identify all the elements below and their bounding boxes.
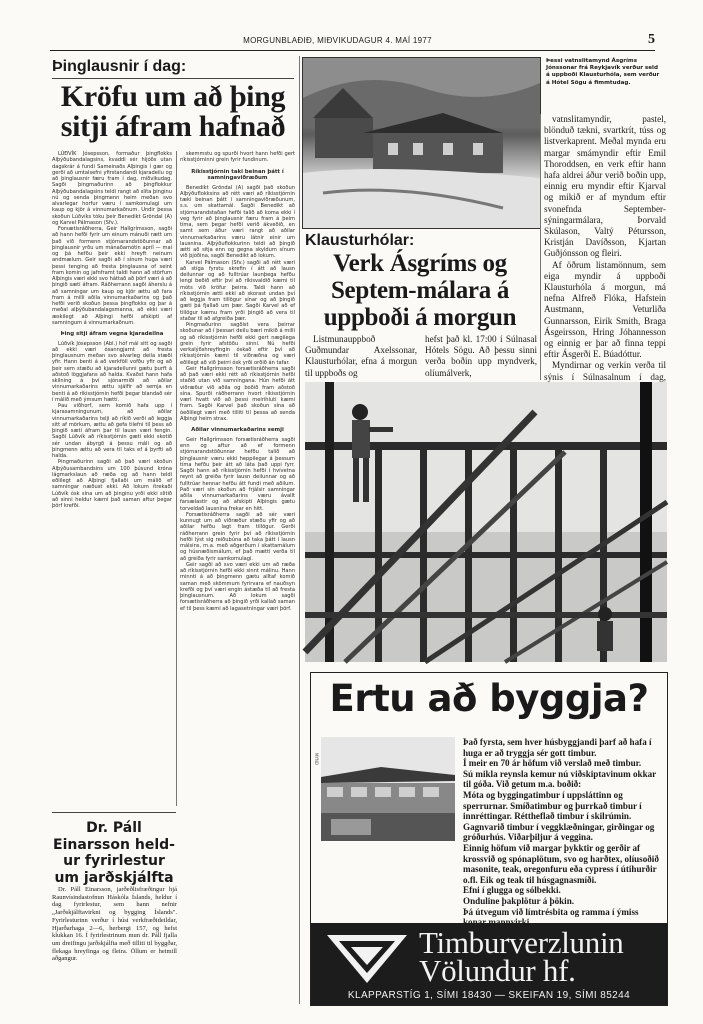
paragraph: Karvel Pálmason (Sfv.) sagði að rétt væri að stíga fyrstu skrefin í átt að lausn deilunnar og að fulltrúar launþega hefðu lengi beðið eftir því að ríkisvaldið kæmi til móts við kröfur þeirra. Taldi hann að ríkisstjórnin ætti ekki að skorast undan því að leggja fram tillögur sínar og að þingið gæti þá fjallað um þær. Sagði Karvel að ef tillögur kæmu fram yrði þingið að vera til staðar til að afgreiða þær. [180,259,295,322]
ad-paragraph: Sú mikla reynsla kemur nú viðskiptavinum okkar til góða. Við getum m.a. boðið: [463,768,657,790]
article2-headline-line2: Septem-málara á [330,277,510,304]
ad-brand-name: Timburverzlunin [419,925,624,960]
article1-headline-line2: sitji áfram hafnað [60,110,286,143]
painting-caption: Þessi vatnslitamynd Ásgríms Jónssonar frá Reykjavík verður seld á uppboði Klausturhóla, sem verður á Hótel Sögu á fimmtudag. [546,58,660,86]
article3-headline-line4: um jarðskjálfta [54,869,174,886]
ad-paragraph: Efni í glugga og sólbekki. [463,885,561,896]
painting-photo [302,57,541,229]
column-divider [299,56,300,1004]
article2-headline-line1: Verk Ásgríms og [333,250,507,277]
rule [52,78,294,79]
paragraph: Lúðvík Jósepsson (Abl.) hóf mál sitt og sagði að ekki væri ósanngjarnt að fresta þinglausnum meðan svo alvarleg deila stæði yfir. Hann benti á að verkföll vofðu yfir og að þeir sem stæðu að kjaradeilunni gætu þurft á aðstoð löggjafans að halda. Kvaðst hann hafa skilning á því sjónarmiði að aðilar vinnumarkaðarins ættu sjálfir að semja en benti á að ríkisstjórnin hefði þegar blandað sér í málið með ýmsum hætti. [52,340,172,403]
ad-paragraph: Það fyrsta, sem hver húsbyggjandi þarf að hafa í huga er að tryggja sér gott timbur. [463,737,652,758]
article1-column-1 [52,151,172,807]
column-divider [176,151,177,806]
article2-column-2 [425,334,537,378]
paragraph: hefst það kl. 17:00 í Súlnasal Hótels Sögu. Að þessu sinni verða boðin upp myndverk, olíumálverk, [425,334,537,378]
article3-headline-line1: Dr. Páll [86,820,142,836]
ad-body [463,737,659,928]
article3-headline [52,820,176,886]
ad-address: KLAPPARSTÍG 1, SÍMI 18430 — SKEIFAN 19, SÍMI 85244 [347,990,631,1001]
article2-continuation [544,114,666,382]
ad-paragraph: Móta og byggingatimbur í uppsláttinn og sperrurnar. Smíðatimbur og þurrkað timbur í innréttingar. Réttheflað timbur í skilrúmin. Gagnvarið timbur í veggklæðningar, girðingar og gróðurhús. Viðarþiljur á veggina. [463,789,655,843]
article3-headline-line3: ur fyrirlestur [63,853,165,869]
warehouse-illustration [321,737,455,841]
paragraph: Listmunauppboð Guðmundar Axelssonar, Klausturhólar, efna á morgun til uppboðs og [305,334,417,378]
volundur-v-logo-icon [325,929,409,985]
subheading: Aðilar vinnumarkaðarins semji [191,427,284,434]
paragraph: skemmstu og spurði hvort hann hefði gert ríkisstjórninni grein fyrir fundinum. [180,151,295,164]
article1-kicker: Þinglausnir í dag: [52,58,187,75]
paragraph: Geir sagði að svo væri ekki um að ræða að ríkisstjórnin hefði ekki sinnt málinu. Hann minnti á að þingmenn gætu alltaf komið saman með skömmum fyrirvara ef nauðsyn krefði og því væri engin ástæða til að fresta þinglausnum. Að lokum sagði forsætisráðherra að þingið yrði kallað saman ef til þess kæmi að lagasetningar væri þörf. [180,561,295,612]
paragraph: vatnslitamyndir, pastel, blönduð tækni, svartkrít, túss og listverkaprent. Meðal mynda eru margar smámyndir eftir Emil Thoroddsen, en verk eftir hann hafa aldrei áður verið boðin upp, einnig eru myndir eftir Kjarval og mikið er af myndum eftir svonefnda September-sýningarmálara, Þorvald Skúlason, Valtý Pétursson, Kristján Davíðsson, Kjartan Guðjónsson og fleiri. [544,114,666,259]
paragraph: Forsætisráðherra, Geir Hallgrímsson, sagði að hann hefði fyrir um einum mánuði rætt um það við formenn stjórnarandstöðunnar að þinglausnir yrðu um mánaðamótin apríl — maí og þá hefðu þeir ekki hreyft neinum andmælum. Geir sagði að í sínum huga væri þessi tenging að fresta þinglausna of seint fram komin og jafnframt taldi hann að störfum Alþingis væri ekki svo háttað að þörf væri á að þingið sæti áfram. Ráðherrann sagði áherslu á að samningar um kaup og kjör ættu að fara fram á milli aðila vinnumarkaðarins og það hefði verið skoðun þessa þingflokks og þar á meðal alþýðubandalagsmanna, að ekki væri æskilegt að Alþingi hefði afskipti af samningum á vinnumarkaðnum. [52,226,172,326]
article2-headline [302,250,538,331]
paragraph: Benedikt Gröndal (A) sagði það skoðun Alþýðuflokksins að rétt væri að ríkisstjórnin tæki beinan þátt í samningaviðræðunum, s.s. um skattamál. Sagði Benedikt að stjórnarandstaðan hefði talið að koma ekki í veg fyrir að þinglausnir færu fram á þeim tíma, sem þegar hefði verið ákveðið, en samt sem áður væri rangt að aðilar vinnumarkaðarins væru látnir einir um lausnina. Alþýðuflokkurinn teldi að þingið ætti að sitja enn og gegna skyldum sínum við þjóðina, sagði Benedikt að lokum. [180,184,295,260]
ad-paragraph: Einnig höfum við margar þykktir og gerðir af krossvið og spónaplötum, svo og harðtex, olíusoðið masonite, teak, oregonfuru eða cypress í útihurðir o.fl. Eik og teak til húsgagnasmíði. [463,842,659,885]
ad-paragraph: Onduline þakplötur á þökin. [463,895,575,906]
paragraph: LÚÐVÍK Jósepsson, formaður þingflokks Alþýðubandalagsins, kvaddi sér hljóðs utan dagskrár á fundi Sameinaðs Alþingis í gær og gerði að umtalsefni yfirstandandi kjaradeilu og að þinglausnir færu fram í dag, miðvikudag. Sagði þingmaðurinn að þingflokkur Alþýðubandalagsins teldi rangt að slíta þinginu nú og senda þingmenn heim meðan svo alvarlegar horfur væru í samkomulagi um kaup og kjör á vinnumarkaðnum. Undir þessa skoðun Lúðvíks tóku þeir Benedikt Gröndal (A) og Karvel Pálmason (Sfv.). [52,151,172,226]
ad-brand-company: Völundur hf. [419,953,576,988]
article1-column-2 [180,151,295,1004]
paragraph: Geir Hallgrímsson forsætisráðherra sagði enn og aftur að ef formenn stjórnarandstöðunnar hefðu talið að þinglausnir væru ekki heppilegar á þessum tíma hefðu þeir átt að láta það uppi fyrr. Sagði hann að ríkisstjórnin hefði í hvívetna reynt að greiða fyrir lausn deilunnar og að fulltrúar hennar hefðu átt fundi með aðilum. Það væri sín skoðun að frjálsir samningar aðila vinnumarkaðarins væru ávallt farsælastir og að afskipti Alþingis gætu torveldað lausnina frekar en hitt. [180,436,295,512]
paragraph: Þingmaðurinn sagðist vera þeirrar skoðunar að í þessari deilu bæri mikið á milli og að ríkisstjórnin hefði ekki gert nægilega grein fyrir afstöðu sinni. Nú hefði verkalýðshreyfingin óskað eftir því að ríkisstjórnin kæmi til viðræðna og væri eðlilegt að við þeirri ósk yrði orðið án tafar. [180,322,295,366]
article2-headline-line3: uppboði á morgun [323,304,517,331]
article1-headline-line1: Kröfu um að þing [60,80,286,113]
paper-date: MORGUNBLAÐIÐ, MIÐVIKUDAGUR 4. MAÍ 1977 [243,36,432,45]
construction-photo [305,382,667,662]
photo-credit: MYND [314,753,319,765]
construction-illustration [305,382,667,662]
rule [52,812,176,813]
timber-advertisement [310,672,668,1006]
ad-footer [311,923,667,1005]
ad-headline: Ertu að byggja? [329,677,649,720]
article2-kicker: Klausturhólar: [305,232,415,249]
article2-column-1 [305,334,417,378]
painting-illustration [303,58,540,228]
paragraph: Forsætisráðherra sagði að sér væri kunnugt um að viðræður stæðu yfir og að aðilar hefðu lagt fram tillögur. Gerði ráðherrann grein fyrir því að ríkisstjórnin hefði lýst sig reiðubúna að taka þátt í lausn málsins, m.a. með aðgerðum í skattamálum og húsnæðismálum, ef það mætti verða til að greiða fyrir samkomulagi. [180,511,295,562]
ad-paragraph: Þá útvegum við límtrésbita og ramma í ýmiss [463,906,639,917]
paragraph: Dr. Páll Einarsson, jarðeðlisfræðingur hjá Raunvísindastofnun Háskóla Íslands, heldur í dag fyrirlestur, sem hann nefnir „Jarðskjálftavirkni og bygging Íslands". Fyrirlesturinn verður í húsi verkfræðideildar, Hjarðarhaga 2—6, herbergi 157, og hefst klukkan 16. Í fyrirlestrinum mun dr. Páll fjalla um dreifingu jarðskjálfta með tilliti til byggðar, flekaga hreyfinga og fleira. Öllum er heimill aðgangur. [52,886,177,963]
ad-photo [321,737,455,841]
ad-paragraph: Í meir en 70 ár höfum við verslað með timbur. [463,758,642,769]
article1-headline [50,82,296,142]
paragraph: Myndirnar og verkin verða til sýnis í Súlnasalnum í dag, [544,360,666,382]
masthead [50,32,655,51]
subheading: Ríkisstjórnin taki beinan þátt í samningaviðræðum [191,168,284,182]
column-divider [540,114,541,380]
article3-headline-line2: Einarsson held- [53,836,175,853]
subheading: Þing sitji áfram vegna kjaradeilna [60,331,164,337]
paragraph: Þingmaðurinn sagði að það væri skoðun Alþýðusambandsins um 100 þúsund króna lágmarkslaun að ræða og að hann teldi eðlilegt að Alþingi fjallaði um málið ef samningar næðust ekki. Að lokum ítrekaði Lúðvík ósk sína um að þinginu yrði ekki slitið að sinni heldur kæmi það saman aftur þegar þörf krefði. [52,459,172,510]
paragraph: Af öðrum listamönnum, sem eiga myndir á uppboði Klausturhóla á morgun, má nefna Alfreð Flóka, Hafstein Austmann, Veturliða Gunnarsson, Eirík Smith, Braga Ásgeirsson, Hring Jóhannesson og einnig er þar að finna teppi eftir Ásgerði E. Búadóttur. [544,259,666,360]
paragraph: Geir Hallgrímsson forsætisráðherra sagði að það væri ekki rétt að ríkisstjórnin hefði staðið utan við samningana. Hún hefði átt viðræður við aðila og boðið fram aðstoð sína. Spurði ráðherrann hvort ríkisstjórnin væri hvatt við að þessi meirihluti kæmi fram. Sagði Karvel það skoðun sína að óeðlilegt væri með tilliti til þessa að senda Alþingi heim strax. [180,365,295,422]
paragraph: Þau viðhorf, sem komið hafa upp í kjarasamningunum, að aðilar vinnumarkaðarins telji að ríkið verði að leggja sitt af mörkum, ættu að gefa tilefni til þess að þingið sæti áfram þar til lausn væri fengin. Sagði Lúðvík að ríkisstjórnin gæti ekki skotið sér undan ábyrgð á þessu máli og að þingmenn ættu að vera til taks ef á þyrfti að halda. [52,403,172,460]
page-number: 5 [648,32,655,47]
article3-body [52,886,177,1006]
